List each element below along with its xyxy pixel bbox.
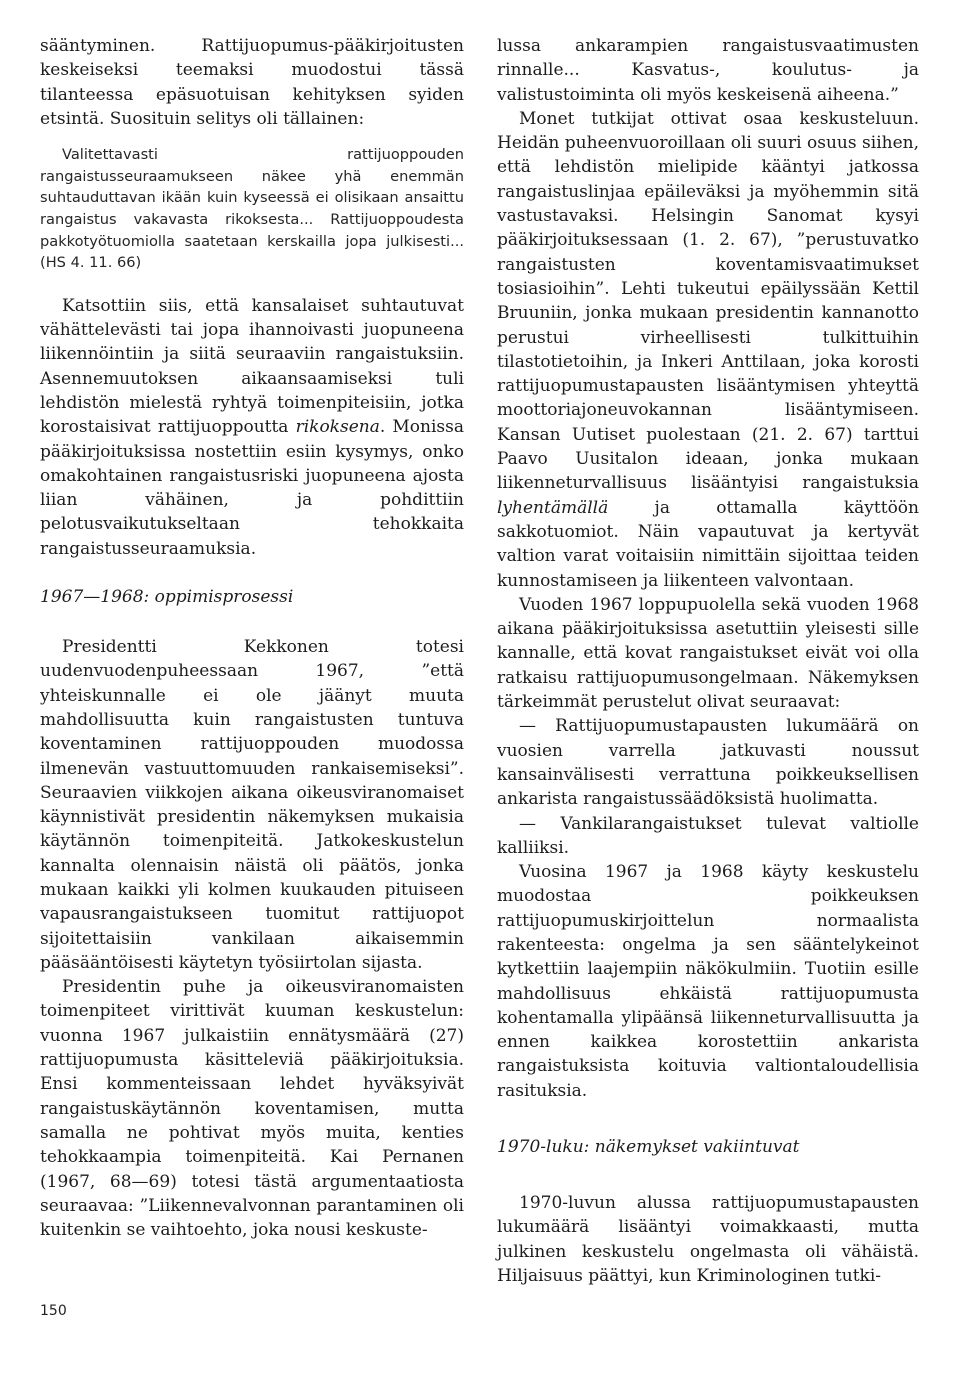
list-paragraph: — Vankilarangaistukset tulevat valtiolle kalliiksi. xyxy=(497,813,919,858)
paragraph-text: ja ottamalla käyttöön sakkotuomiot. Näin vapautuvat ja kertyvät valtion varat voitaisiin nimittäin sijoittaa teiden kunnostamiseen ja liikenteen valvontaan. xyxy=(497,497,919,591)
left-column xyxy=(40,34,464,1242)
right-column xyxy=(497,34,919,1288)
paragraph-text: Katsottiin siis, että kansalaiset suhtautuvat vähättelevästi tai jopa ihannoivasti juopuneena liikennöintiin ja siitä seuraaviin rangaistuksiin. Asennemuutoksen aikaansaamiseksi tuli lehdistön mielestä ryhtyä toimenpiteisiin, jotka korostaisivat rattijuoppoutta xyxy=(40,295,464,438)
emphasis: rikoksena xyxy=(295,417,380,438)
paragraph: Presidentti Kekkonen totesi uudenvuodenpuheessaan 1967, ”että yhteiskunnalle ei ole jäänyt muuta mahdollisuutta kuin rangaistusten tuntuva koventaminen rattijuoppouden muodossa ilmenevän vastuuttomuuden rankaisemiseksi”. Seuraavien viikkojen aikana oikeusviranomaiset käynnistivät presidentin näkemyksen mukaisia käytännön toimenpiteitä. Jatkokeskustelun kannalta olennaisin näistä oli päätös, jonka mukaan kaikki yli kolmen kuukauden pituiseen vapausrangaistukseen tuomitut rattijuopot sijoitettaisiin vankilaan aikaisemmin pääsääntöisesti käytetyn työsiirtolan sijasta. xyxy=(40,637,464,973)
emphasis: lyhentämällä xyxy=(497,497,609,518)
section-heading: 1970-luku: näkemykset vakiintuvat xyxy=(497,1137,800,1158)
paragraph: sääntyminen. Rattijuopumus-pääkirjoitusten keskeiseksi teemaksi muodostui tässä tilanteessa epäsuotuisan kehityksen syiden etsintä. Suosituin selitys oli tällainen: xyxy=(40,36,464,129)
list-paragraph: — Rattijuopumustapausten lukumäärä on vuosien varrella jatkuvasti noussut kansainvälisesti verrattuna poikkeuksellisen ankarista rangaistussäädöksistä huolimatta. xyxy=(497,716,919,810)
paragraph: Vuosina 1967 ja 1968 käyty keskustelu muodostaa poikkeuksen rattijuopumuskirjoittelun normaalista rakenteesta: ongelma ja sen sääntelykeinot kytkettiin laajempiin näkökulmiin. Tuotiin esille mahdollisuus ehkäistä rattijuopumusta kohentamalla ylipäänsä liikenneturvallisuutta ja ennen kaikkea korostettiin ankarista rangaistuksista koituvia valtiontaloudellisia rasituksia. xyxy=(497,862,919,1101)
section-heading: 1967—1968: oppimisprosessi xyxy=(40,587,294,608)
paragraph: 1970-luvun alussa rattijuopumustapausten lukumäärä lisääntyi voimakkaasti, mutta julkinen keskustelu ongelmasta oli vähäistä. Hiljaisuus päättyi, kun Kriminologinen tutki- xyxy=(497,1193,919,1286)
paragraph: Vuoden 1967 loppupuolella sekä vuoden 1968 aikana pääkirjoituksissa asetuttiin yleisesti sille kannalle, että kovat rangaistukset eivät voi olla ratkaisu rattijuopumusongelmaan. Näkemyksen tärkeimmät perustelut olivat seuraavat: xyxy=(497,594,919,713)
paragraph-text: . Monissa pääkirjoituksissa nostettiin esiin kysymys, onko omakohtainen rangaistusriski juopuneena ajosta liian vähäinen, ja pohdittiin pelotusvaikutukseltaan tehokkaita rangaistusseuraamuksia. xyxy=(40,417,464,559)
page-number: 150 xyxy=(40,1303,67,1319)
paragraph xyxy=(497,107,919,593)
paragraph xyxy=(40,294,464,561)
paragraph: lussa ankarampien rangaistusvaatimusten rinnalle... Kasvatus-, koulutus- ja valistustoiminta oli myös keskeisenä aiheena.” xyxy=(497,36,919,105)
paragraph-text: Monet tutkijat ottivat osaa keskusteluun. Heidän puheenvuoroillaan oli suuri osuus siihen, että lehdistön mielipide kääntyi jatkossa rangaistuslinjaa epäileväksi ja myöhemmin sitä vastustavaksi. Helsingin Sanomat kysyi pääkirjoituksessaan (1. 2. 67), ”perustuvatko rangaistusten koventamisvaatimukset tosiasioihin”. Lehti tukeutui epäilyssään Kettil Bruuniin, jonka mukaan presidentin kannanotto perustui virheellisesti tulkittuihin tilastotietoihin, ja Inkeri Anttilaan, joka korosti rattijuopumustapausten lisääntymisen yhteyttä moottoriajoneuvokannan lisääntymiseen. Kansan Uutiset puolestaan (21. 2. 67) tarttui Paavo Uusitalon ideaan, jonka mukaan liikenneturvallisuus lisääntyisi rangaistuksia xyxy=(497,108,919,494)
block-quote: Valitettavasti rattijuoppouden rangaistusseuraamukseen näkee yhä enemmän suhtauduttavan ikään kuin kyseessä ei olisikaan ansaittu rangaistus vakavasta rikoksesta... Rattijuoppoudesta pakkotyötuomiolla saatetaan kerskailla jopa julkisesti... (HS 4. 11. 66) xyxy=(40,146,464,272)
paragraph: Presidentin puhe ja oikeusviranomaisten toimenpiteet virittivät kuuman keskustelun: vuonna 1967 julkaistiin ennätysmäärä (27) rattijuopumusta käsitteleviä pääkirjoituksia. Ensi kommenteissaan lehdet hyväksyivät rangaistuskäytännön koventamisen, mutta samalla ne pohtivat myös muita, kenties tehokkaampia toimenpiteitä. Kai Pernanen (1967, 68—69) totesi tästä argumentaatiosta seuraavaa: ”Liikennevalvonnan parantaminen oli kuitenkin se vaihtoehto, joka nousi keskuste- xyxy=(40,977,464,1241)
